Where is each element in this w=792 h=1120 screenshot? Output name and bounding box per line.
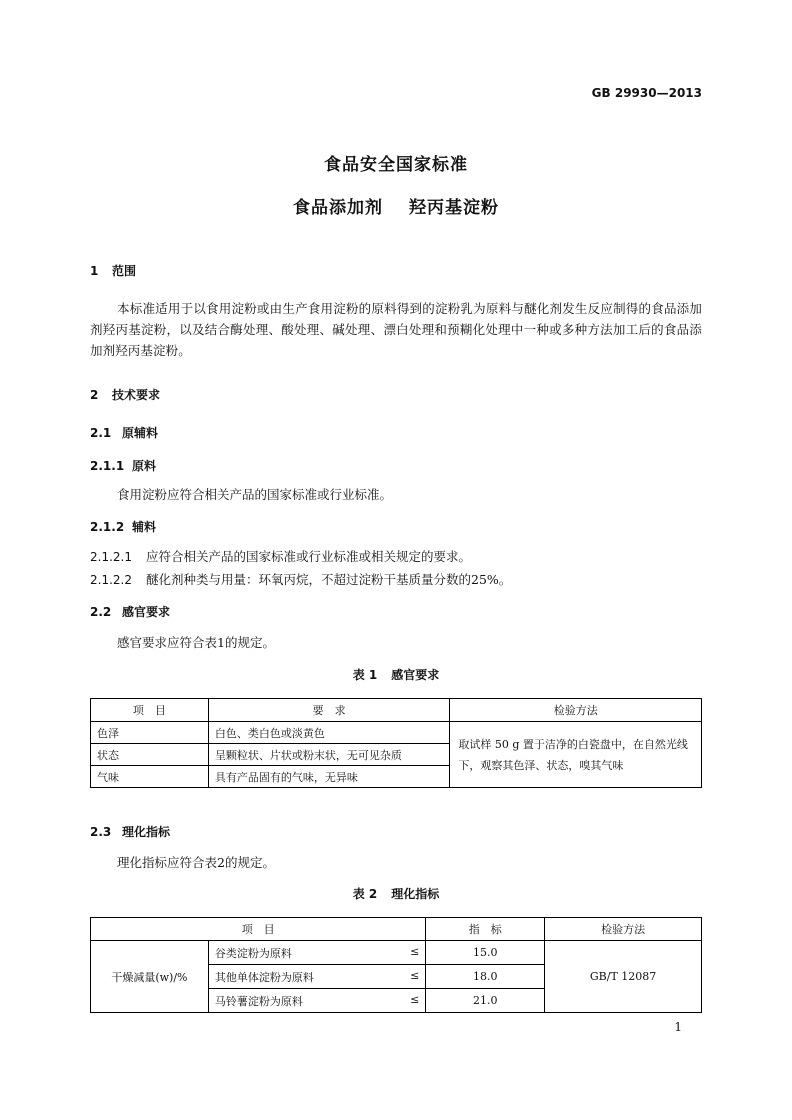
table-2-sub: 谷类淀粉为原料 ≤ [208,941,426,965]
section-2-1-1-paragraph: 食用淀粉应符合相关产品的国家标准或行业标准。 [117,487,393,502]
table-2-method: GB/T 12087 [545,941,702,1013]
table-2-sub: 马铃薯淀粉为原料 ≤ [208,989,426,1013]
document-title: 食品安全国家标准 [324,155,468,175]
heading-section-1: 1 范围 [90,264,137,278]
section-2-2-paragraph: 感官要求应符合表1的规定。 [117,635,275,650]
table-1-item: 状态 [91,744,209,766]
heading-section-2: 2 技术要求 [90,388,161,402]
table-2-header-method: 检验方法 [545,918,702,941]
table-row [91,722,702,744]
section-1-paragraph: 本标准适用于以食用淀粉或由生产食用淀粉的原料得到的淀粉乳为原料与醚化剂发生反应制得的食品添加剂羟丙基淀粉，以及结合酶处理、酸处理、碱处理、漂白处理和预糊化处理中一种或多种方法加工后的食品添加剂羟丙基淀粉。 [90,301,702,358]
heading-section-2-2: 2.2 感官要求 [90,605,171,619]
table-1-header-req: 要 求 [208,699,450,722]
table-row [91,941,702,965]
table-1-header-item: 项 目 [91,699,209,722]
table-1-req: 呈颗粒状、片状或粉末状，无可见杂质 [208,744,450,766]
table-2-value: 21.0 [426,989,545,1013]
heading-section-2-1: 2.1 原辅料 [90,426,159,440]
section-2-3-paragraph: 理化指标应符合表2的规定。 [117,855,275,870]
standard-number: GB 29930—2013 [591,86,702,100]
table-1-method: 取试样 50 g 置于洁净的白瓷盘中，在自然光线下，观察其色泽、状态，嗅其气味 [450,722,702,788]
clause-2-1-2-1: 2.1.2.1 应符合相关产品的国家标准或行业标准或相关规定的要求。 [90,549,472,564]
table-1-sensory [90,698,702,788]
table-1-item: 色泽 [91,722,209,744]
heading-section-2-3: 2.3 理化指标 [90,825,171,839]
heading-section-2-1-2: 2.1.2 辅料 [90,520,157,534]
subtitle-part-2: 羟丙基淀粉 [409,198,499,218]
table-2-header-index: 指 标 [426,918,545,941]
subtitle-part-1: 食品添加剂 [293,198,383,218]
table-2-group-label: 干燥减量(w)/% [91,941,209,1013]
document-subtitle [0,193,792,218]
table-2-value: 15.0 [426,941,545,965]
table-2-header-item: 项 目 [91,918,426,941]
page-number: 1 [674,1020,682,1034]
table-1-caption: 表 1 感官要求 [352,668,440,682]
table-1-req: 白色、类白色或淡黄色 [208,722,450,744]
table-1-item: 气味 [91,766,209,788]
table-1-req: 具有产品固有的气味，无异味 [208,766,450,788]
table-2-value: 18.0 [426,965,545,989]
table-2-physicochemical [90,917,702,1013]
table-1-header-method: 检验方法 [450,699,702,722]
table-2-caption: 表 2 理化指标 [352,887,440,901]
heading-section-2-1-1: 2.1.1 原料 [90,459,157,473]
table-2-sub: 其他单体淀粉为原料 ≤ [208,965,426,989]
clause-2-1-2-2: 2.1.2.2 醚化剂种类与用量：环氧丙烷，不超过淀粉干基质量分数的25%。 [90,572,512,587]
